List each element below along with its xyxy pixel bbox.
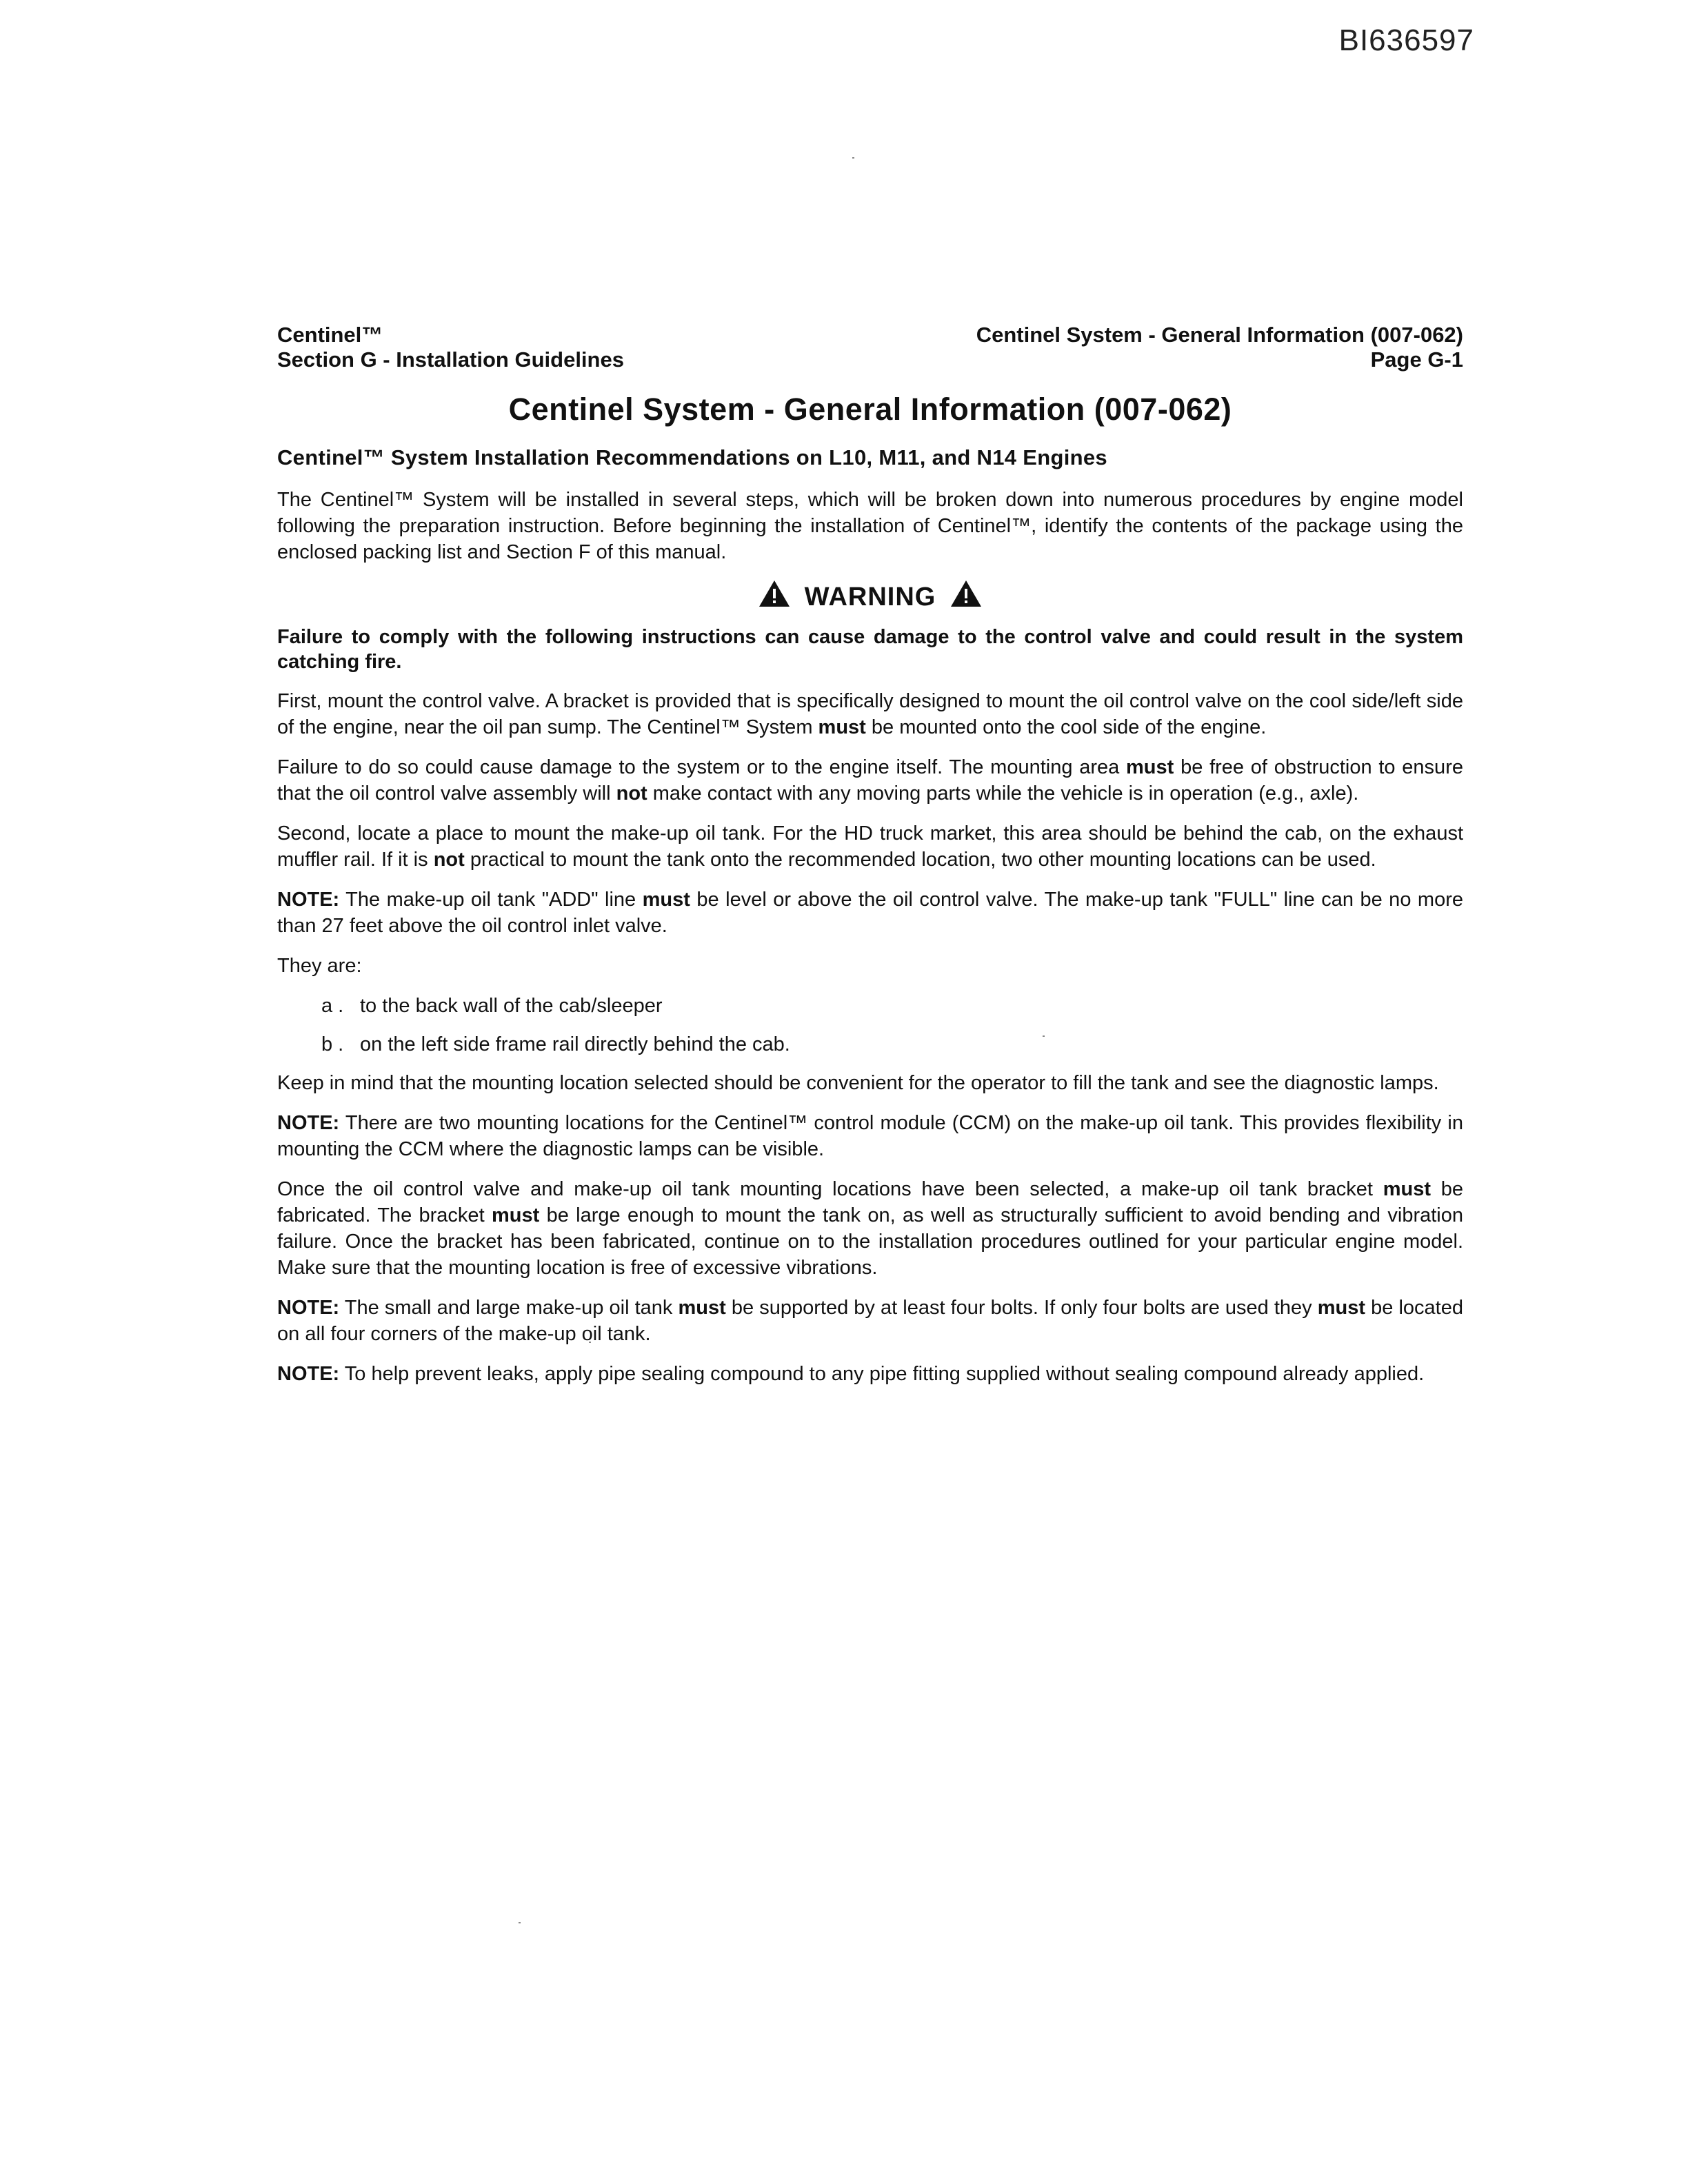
product-name: Centinel™ bbox=[277, 323, 383, 347]
text-run: Failure to do so could cause damage to the system or to the engine itself. The mounting area bbox=[277, 756, 1127, 778]
scan-speck bbox=[519, 1922, 521, 1923]
emphasis: not bbox=[433, 849, 465, 871]
document-id: BI636597 bbox=[1338, 23, 1474, 57]
note-label: NOTE: bbox=[277, 889, 340, 911]
text-run: be fabricated. The bracket bbox=[277, 1178, 1463, 1226]
text-run: First, mount the control valve. A bracket is provided that is specifically designed to mount the oil control valve on the cool side/left side of the engine, near the oil pan sump. The Centinel™ System bbox=[277, 690, 1463, 738]
header-topic: Centinel System - General Information (007-062) bbox=[976, 323, 1463, 347]
page-title: Centinel System - General Information (007-062) bbox=[508, 392, 1232, 427]
text-run: be mounted onto the cool side of the engine. bbox=[865, 716, 1267, 738]
intro-paragraph: The Centinel™ System will be installed in several steps, which will be broken down into numerous procedures by engine model following the preparation instruction. Before beginning the installation of Centinel™, identify the contents of the package using the enclosed packing list and Section F of this manual. bbox=[277, 489, 1463, 563]
warning-heading bbox=[277, 579, 1463, 612]
list-item-text: to the back wall of the cab/sleeper bbox=[360, 995, 663, 1017]
warning-triangle-icon bbox=[950, 579, 983, 608]
text-run: There are two mounting locations for the Centinel™ control module (CCM) on the make-up oil tank. This provides flexibility in mounting the CCM where the diagnostic lamps can be visible. bbox=[277, 1112, 1463, 1160]
emphasis: must bbox=[1383, 1178, 1431, 1200]
text-run: be located on all four corners of the make-up oil tank. bbox=[277, 1297, 1463, 1345]
text-run: The make-up oil tank "ADD" line bbox=[339, 889, 643, 911]
text-run: be level or above the oil control valve. The make-up tank "FULL" line can be no more than 27 feet above the oil control inlet valve. bbox=[277, 889, 1463, 937]
emphasis: not bbox=[616, 782, 647, 805]
note-bolts bbox=[277, 1295, 1463, 1347]
emphasis: must bbox=[1317, 1297, 1366, 1319]
text-run: Once the oil control valve and make-up oil tank mounting locations have been selected, a make-up oil tank bracket bbox=[277, 1178, 1383, 1200]
list-item bbox=[321, 993, 1463, 1019]
they-are-text: They are: bbox=[277, 955, 362, 977]
text-run: be large enough to mount the tank on, as well as structurally sufficient to avoid bending and vibration failure. Once the bracket has been fabricated, continue on to the installation procedures outlined for your particular engine model. Make sure that the mounting location is free of excessive vibrations. bbox=[277, 1204, 1463, 1279]
note-ccm bbox=[277, 1110, 1463, 1162]
text-run: To help prevent leaks, apply pipe sealing compound to any pipe fitting supplied without sealing compound already applied. bbox=[339, 1363, 1425, 1385]
note-add-line bbox=[277, 887, 1463, 939]
list-marker: a . bbox=[321, 995, 344, 1017]
second-paragraph bbox=[277, 820, 1463, 873]
emphasis: must bbox=[678, 1297, 726, 1319]
list-item bbox=[321, 1031, 1463, 1058]
text-run: make contact with any moving parts while the vehicle is in operation (e.g., axle). bbox=[647, 782, 1359, 805]
text-run: be free of obstruction to ensure that the oil control valve assembly will bbox=[277, 756, 1463, 805]
emphasis: must bbox=[1126, 756, 1174, 778]
emphasis: must bbox=[491, 1204, 540, 1226]
page-subtitle: Centinel™ System Installation Recommendations on L10, M11, and N14 Engines bbox=[277, 445, 1107, 469]
note-label: NOTE: bbox=[277, 1363, 340, 1385]
mount-paragraph bbox=[277, 688, 1463, 740]
emphasis: must bbox=[818, 716, 866, 738]
warning-triangle-icon bbox=[758, 579, 791, 608]
text-run: practical to mount the tank onto the recommended location, two other mounting locations can be used. bbox=[464, 849, 1376, 871]
warning-text: Failure to comply with the following instructions can cause damage to the control valve and could result in the system catching fire. bbox=[277, 626, 1463, 673]
text-run: Second, locate a place to mount the make-up oil tank. For the HD truck market, this area should be behind the cab, on the exhaust muffler rail. If it is bbox=[277, 822, 1463, 871]
list-item-text: on the left side frame rail directly behind the cab. bbox=[360, 1033, 790, 1055]
emphasis: must bbox=[642, 889, 690, 911]
text-run: The small and large make-up oil tank bbox=[339, 1297, 679, 1319]
list-marker: b . bbox=[321, 1033, 344, 1055]
document-body bbox=[277, 392, 1463, 1401]
header-right bbox=[976, 323, 1463, 372]
failure-paragraph bbox=[277, 754, 1463, 807]
page-number: Page G-1 bbox=[1370, 347, 1463, 372]
section-name: Section G - Installation Guidelines bbox=[277, 347, 624, 372]
warning-label: WARNING bbox=[804, 583, 936, 611]
header-left bbox=[277, 323, 624, 372]
scan-speck bbox=[852, 157, 854, 159]
keep-in-mind-paragraph: Keep in mind that the mounting location selected should be convenient for the operator to fill the tank and see the diagnostic lamps. bbox=[277, 1072, 1439, 1094]
note-label: NOTE: bbox=[277, 1112, 340, 1134]
bracket-paragraph bbox=[277, 1176, 1463, 1281]
note-sealing bbox=[277, 1361, 1463, 1387]
note-label: NOTE: bbox=[277, 1297, 340, 1319]
text-run: be supported by at least four bolts. If only four bolts are used they bbox=[725, 1297, 1318, 1319]
